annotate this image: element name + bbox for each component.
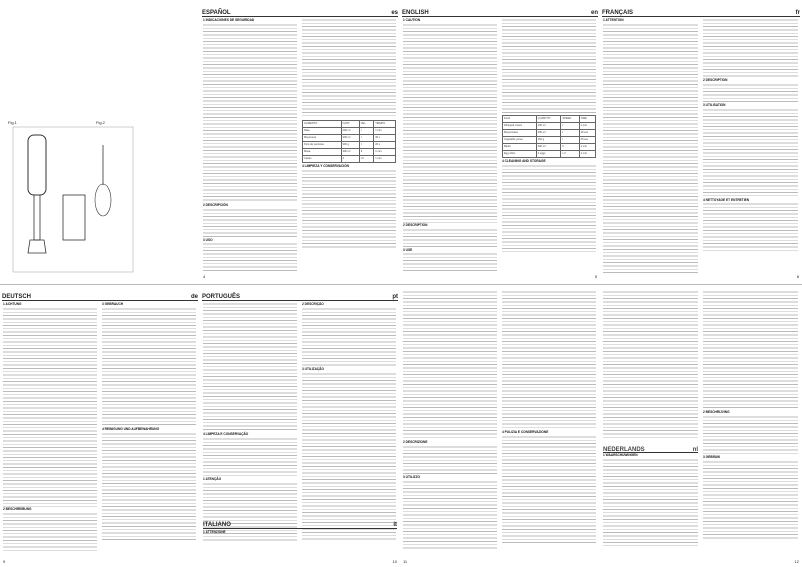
table-cell: Mayonnaise (503, 130, 537, 137)
table-cell: Mayonesa (303, 135, 342, 142)
section-heading: 1 ATTENTION (603, 18, 624, 22)
table-cell: 300 ml (536, 130, 561, 137)
section-heading: 3 USE (403, 247, 413, 252)
page-number: 9 (3, 559, 6, 564)
page-header-es (202, 4, 398, 17)
body-text-block (603, 458, 698, 548)
page-header-fr (602, 4, 800, 17)
section-heading: 1 WAARSCHUWINGEN (603, 453, 638, 457)
table-row (303, 135, 396, 142)
quantity-table-es (302, 120, 396, 163)
de-column-2 (102, 302, 196, 562)
body-text-block (3, 512, 97, 552)
lang-title-fr: FRANÇAIS (602, 10, 633, 16)
section-heading: 2 BESCHRIJVING (703, 410, 730, 414)
section-heading: 4 LIMPIEZA Y CONSERVACIÓN (302, 164, 349, 168)
en-column-2 (502, 18, 596, 280)
lang-title-nl: NEDERLANDS (603, 446, 645, 453)
table-cell: TIME (579, 116, 595, 123)
lang-title-pt: PORTUGUÊS (202, 294, 241, 300)
section-heading: 2 DESCRIZIONE (403, 440, 428, 444)
table-row (503, 144, 596, 151)
page-header-en (402, 4, 598, 17)
section-heading: 3 GEBRAUCH (102, 302, 124, 306)
table-cell: CANT. (341, 121, 359, 128)
fig1-label: Fig.1 (8, 120, 17, 125)
table-cell: Food (503, 116, 537, 123)
table-cell: 200 ml (341, 128, 359, 135)
lang-title-it: ITALIANO (203, 522, 231, 528)
table-row (303, 149, 396, 156)
table-row (303, 128, 396, 135)
page-number: 5 (594, 274, 597, 279)
body-text-block (403, 228, 497, 248)
body-text-block (203, 437, 297, 477)
body-text-block (403, 23, 497, 223)
section-heading: 2 DESCRIPTION (703, 78, 728, 82)
body-text-block (703, 108, 798, 198)
section-heading: 2 DESCRIPTION (403, 222, 428, 227)
lang-code-de: de (190, 294, 198, 300)
table-row (303, 156, 396, 163)
body-text-block (703, 18, 798, 78)
lang-code-es: es (391, 10, 398, 16)
section-heading: 4 PULIZIA E CONSERVAZIONE (502, 430, 549, 434)
body-text-block (603, 290, 698, 440)
section-heading: 4 CLEANING AND STORAGE (502, 159, 546, 163)
table-cell: 300 ml (341, 149, 359, 156)
page-header-nl (603, 440, 698, 453)
section-heading: 3 UTILIZAÇÃO (302, 366, 324, 371)
body-text-block (203, 23, 297, 203)
table-cell: 4 (341, 156, 359, 163)
table-cell: I (359, 142, 374, 149)
page-number: 10 (392, 559, 397, 564)
table-cell: 200 ml (536, 123, 561, 130)
table-cell: I (359, 135, 374, 142)
page-de (0, 284, 200, 567)
table-cell: 1 min (374, 149, 396, 156)
section-heading: 4 LIMPEZA E CONSERVAÇÃO (203, 432, 249, 436)
section-heading: 2 DESCRIPCIÓN (203, 202, 228, 207)
nl-column-1 (603, 290, 698, 562)
table-cell: Vegetable puree (503, 137, 537, 144)
table-cell: 1 min (579, 144, 595, 151)
body-text-block (102, 307, 196, 427)
page-it (400, 284, 600, 567)
table-cell: I (561, 130, 579, 137)
table-row (503, 130, 596, 137)
page-header-de (2, 288, 198, 301)
table-cell: 20 sec (579, 137, 595, 144)
page-pt (200, 284, 400, 567)
es-column-1 (203, 18, 297, 280)
table-cell: 300 ml (341, 135, 359, 142)
body-text-block (203, 208, 297, 238)
body-text-block (403, 445, 497, 475)
section-heading: 1 INDICACIONES DE SEGURIDAD (203, 18, 255, 22)
page-header-pt (202, 288, 398, 301)
page-number: 8 (796, 274, 799, 279)
table-cell: II (359, 149, 374, 156)
section-heading: 1 ACHTUNG (3, 302, 22, 306)
body-text-block (403, 290, 497, 440)
section-heading: 2 DESCRIÇÃO (302, 302, 324, 306)
table-cell: Egg white (503, 151, 537, 158)
table-cell: Masa (303, 149, 342, 156)
fr-column-1 (603, 18, 698, 280)
table-header-row (503, 116, 596, 123)
section-heading: 1 ATTENZIONE (203, 530, 226, 534)
nl-column-2 (703, 290, 798, 562)
page-header-it (203, 516, 397, 529)
section-heading: 3 UTILIZZO (403, 474, 420, 479)
body-text-block (502, 164, 596, 254)
body-text-block (703, 83, 798, 103)
page-number: 4 (203, 274, 206, 279)
body-text-block (502, 18, 596, 113)
section-heading: 2 BESCHREIBUNG (3, 506, 32, 511)
table-cell: Claras (303, 156, 342, 163)
lang-title-es: ESPAÑOL (202, 10, 231, 16)
page-nl (600, 284, 802, 567)
table-header-row (303, 121, 396, 128)
table-cell: 300 ml (536, 144, 561, 151)
lang-code-pt: pt (392, 294, 398, 300)
section-heading: 3 USO (203, 237, 213, 242)
page-number: 12 (794, 559, 799, 564)
body-text-block (502, 435, 596, 545)
table-cell: I-II (359, 156, 374, 163)
body-text-block (703, 202, 798, 252)
body-text-block (302, 169, 396, 249)
table-cell: SPEED (561, 116, 579, 123)
section-heading: 3 GEBRUIK (703, 454, 721, 459)
body-text-block (302, 18, 396, 118)
it-subheader (203, 516, 397, 535)
table-cell: Puré de verduras (303, 142, 342, 149)
table-cell: 300 g (536, 137, 561, 144)
body-text-block (302, 307, 396, 367)
table-cell: 4 eggs (536, 151, 561, 158)
body-text-block (403, 480, 497, 550)
table-cell: QUANTITY (536, 116, 561, 123)
lang-code-fr: fr (795, 10, 800, 16)
body-text-block (703, 415, 798, 455)
body-text-block (703, 290, 798, 410)
table-cell: I (359, 128, 374, 135)
body-text-block (203, 302, 297, 432)
quantity-table-en (502, 115, 596, 158)
table-cell: 1 min (374, 128, 396, 135)
table-cell: 30 sec (579, 130, 595, 137)
table-cell: II (561, 144, 579, 151)
section-heading: 3 UTILISATION (703, 102, 726, 107)
table-cell: I-II (561, 151, 579, 158)
table-cell: TIEMPO (374, 121, 396, 128)
de-column-1 (3, 302, 97, 562)
lang-code-nl: nl (692, 446, 698, 453)
table-cell: 1 min (579, 123, 595, 130)
table-cell: I (561, 137, 579, 144)
table-cell: VEL. (359, 121, 374, 128)
table-cell: Batter (503, 144, 537, 151)
section-heading: 4 NETTOYAGE ET ENTRETIEN (703, 197, 750, 202)
page-number: 11 (403, 559, 408, 564)
lang-title-de: DEUTSCH (2, 294, 32, 300)
body-text-block (403, 252, 497, 272)
table-cell: 1 min (579, 151, 595, 158)
body-text-block (703, 460, 798, 540)
table-row (303, 142, 396, 149)
body-text-block (603, 23, 698, 273)
table-cell: 1 min (374, 156, 396, 163)
section-heading: 4 REINIGUNG UND AUFBEWAHRUNG (102, 426, 160, 431)
body-text-block (3, 307, 97, 507)
lang-code-en: en (590, 10, 598, 16)
table-cell: 300 g (341, 142, 359, 149)
table-cell: I (561, 123, 579, 130)
es-column-2 (302, 18, 396, 280)
body-text-block (203, 242, 297, 272)
body-text-block (102, 432, 196, 542)
lang-title-en: ENGLISH (402, 10, 429, 16)
section-heading: 1 CAUTION (403, 18, 421, 22)
table-row (503, 137, 596, 144)
table-row (503, 151, 596, 158)
product-diagram (8, 125, 138, 275)
table-cell: 20 s (374, 142, 396, 149)
fig2-label: Fig.2 (96, 120, 105, 125)
table-cell: 30 s (374, 135, 396, 142)
it-column-2 (502, 290, 596, 562)
it-column-1 (403, 290, 497, 562)
fr-column-2 (703, 18, 798, 280)
section-heading: 1 ATENÇÃO (203, 476, 222, 481)
en-column-1 (403, 18, 497, 280)
table-cell: Nata (303, 128, 342, 135)
table-cell: ALIMENTO (303, 121, 342, 128)
table-cell: Whipped cream (503, 123, 537, 130)
lang-code-it: it (393, 522, 397, 528)
body-text-block (502, 290, 596, 430)
table-row (503, 123, 596, 130)
